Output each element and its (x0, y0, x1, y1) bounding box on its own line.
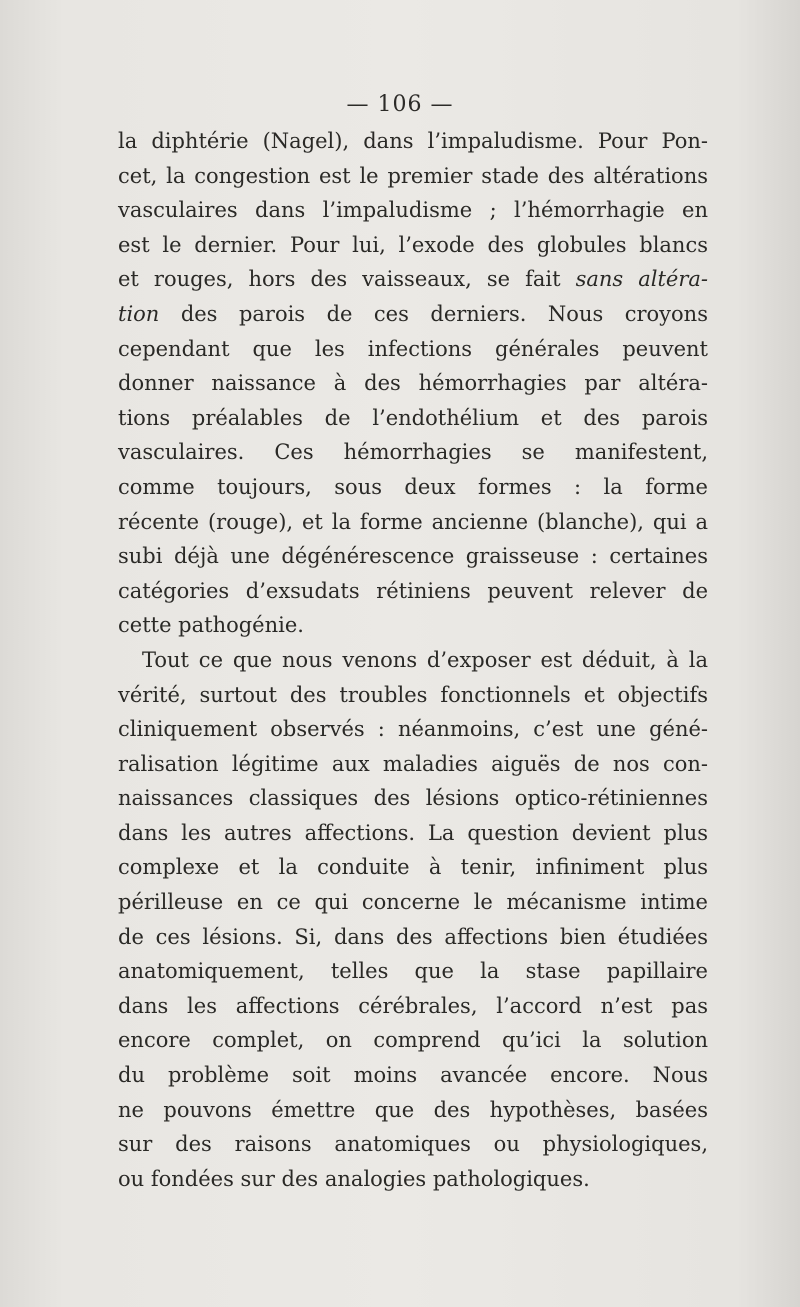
text-line: est le dernier. Pour lui, l’exode des globules blancs (118, 232, 708, 257)
text-line: encore complet, on comprend qu’ici la solution (118, 1028, 708, 1053)
text-line: complexe et la conduite à tenir, infiniment plus (118, 855, 708, 880)
body-text (118, 124, 708, 1196)
italic-run: tion (118, 301, 160, 326)
text-line: vasculaires dans l’impaludisme ; l’hémorrhagie en (118, 198, 708, 223)
text-line: vérité, surtout des troubles fonctionnels et objectifs (118, 682, 708, 707)
paragraph-1 (118, 124, 708, 643)
text-line: vasculaires. Ces hémorrhagies se manifestent, (118, 440, 708, 465)
text-line: cependant que les infections générales peuvent (118, 336, 708, 361)
text-line: périlleuse en ce qui concerne le mécanisme intime (118, 890, 708, 915)
paragraph-2 (118, 643, 708, 1197)
text-line: anatomiquement, telles que la stase papillaire (118, 959, 708, 984)
text-line: ne pouvons émettre que des hypothèses, basées (118, 1097, 708, 1122)
text-line (118, 262, 708, 297)
text-run: des parois de ces derniers. Nous croyons (159, 301, 708, 326)
text-line: Tout ce que nous venons d’exposer est déduit, à la (142, 647, 708, 672)
text-line: cliniquement observés : néanmoins, c’est une géné- (118, 717, 708, 742)
text-run: et rouges, hors des vaisseaux, se fait (118, 267, 576, 292)
text-line: cet, la congestion est le premier stade des altérations (118, 163, 708, 188)
text-line: sur des raisons anatomiques ou physiologiques, (118, 1132, 708, 1157)
italic-run: sans altéra- (575, 267, 709, 292)
text-line: dans les affections cérébrales, l’accord n’est pas (118, 993, 708, 1018)
text-line: de ces lésions. Si, dans des affections bien étudiées (118, 924, 708, 949)
text-line: cette pathogénie. (118, 613, 304, 638)
text-line: comme toujours, sous deux formes : la forme (118, 474, 708, 499)
text-line (118, 297, 708, 332)
text-line: du problème soit moins avancée encore. Nous (118, 1063, 708, 1088)
text-line: dans les autres affections. La question devient plus (118, 820, 708, 845)
text-line: ou fondées sur des analogies pathologiques. (118, 1166, 590, 1191)
text-line: subi déjà une dégénérescence graisseuse : certaines (118, 544, 708, 569)
text-line: ralisation légitime aux maladies aiguës de nos con- (118, 751, 708, 776)
page-number: — 106 — (346, 92, 454, 117)
text-line: la diphtérie (Nagel), dans l’impaludisme. Pour Pon- (118, 129, 708, 153)
text-line: tions préalables de l’endothélium et des parois (118, 405, 708, 430)
text-line: catégories d’exsudats rétiniens peuvent relever de (118, 578, 708, 603)
text-line: naissances classiques des lésions optico-rétiniennes (118, 786, 708, 811)
text-line: récente (rouge), et la forme ancienne (blanche), qui a (118, 509, 708, 534)
text-line: donner naissance à des hémorrhagies par altéra- (118, 371, 708, 396)
